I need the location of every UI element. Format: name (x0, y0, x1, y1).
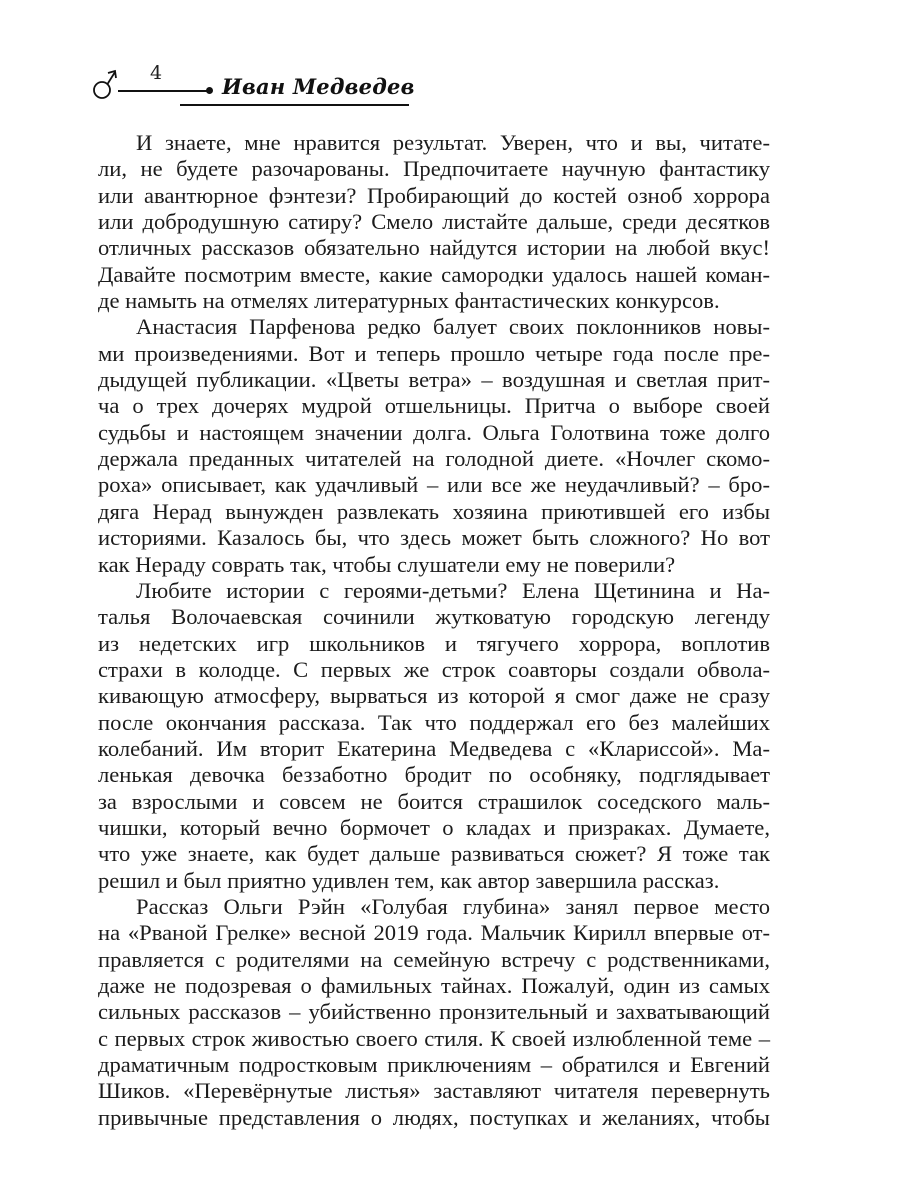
running-head (92, 62, 422, 112)
text-line: привычные представления о людях, поступках и желаниях, чтобы (98, 1104, 770, 1130)
text-line: судьбы и настоящем значении долга. Ольга Голотвина тоже долго (98, 419, 770, 445)
paragraph (98, 894, 770, 1131)
text-line: ми произведениями. Вот и теперь прошло четыре года после пре- (98, 340, 770, 366)
running-head-author: Иван Медведев (222, 74, 415, 99)
text-line: даже не подозревая о фамильных тайнах. Пожалуй, один из самых (98, 973, 770, 998)
text-line: Любите истории с героями-детьми? Елена Щетинина и На- (136, 577, 770, 603)
header-dot (206, 87, 213, 94)
text-line: что уже знаете, как будет дальше развиваться сюжет? Я тоже так (98, 841, 770, 867)
text-line: дыдущей публикации. «Цветы ветра» – воздушная и светлая прит- (98, 367, 770, 393)
text-line: драматичным подростковым приключениям – обратился и Евгений (98, 1052, 770, 1078)
text-line: историями. Казалось бы, что здесь может быть сложного? Но вот (98, 525, 770, 551)
text-line: Рассказ Ольги Рэйн «Голубая глубина» занял первое место (136, 893, 770, 919)
text-line: дяга Нерад вынужден развлекать хозяина приютившей его избы (98, 498, 770, 524)
header-rule-long (180, 104, 409, 106)
text-line: ленькая девочка беззаботно бродит по особняку, подглядывает (98, 762, 770, 788)
text-line: де намыть на отмелях литературных фантастических конкурсов. (98, 288, 720, 314)
text-line: чишки, который вечно бормочет о кладах и призраках. Думаете, (98, 814, 770, 840)
text-line: Шиков. «Перевёрнутые листья» заставляют читателя перевернуть (98, 1078, 770, 1104)
text-line: талья Волочаевская сочинили жутковатую городскую легенду (98, 604, 770, 630)
text-line: Давайте посмотрим вместе, какие самородки удалось нашей коман- (98, 261, 770, 287)
text-line: после окончания рассказа. Так что поддержал его без малейших (98, 709, 770, 735)
male-symbol-icon (92, 68, 118, 100)
page-number: 4 (150, 62, 163, 84)
text-line: И знаете, мне нравится результат. Уверен, что и вы, читате- (136, 130, 770, 155)
text-line: страхи в колодце. С первых же строк соавторы создали обвола- (98, 656, 770, 682)
text-line: сильных рассказов – убийственно пронзительный и захватывающий (98, 999, 770, 1025)
text-line: как Нераду соврать так, чтобы слушатели ему не поверили? (98, 551, 676, 577)
text-line: отличных рассказов обязательно найдутся истории на любой вкус! (98, 235, 770, 261)
text-line: ли, не будете разочарованы. Предпочитаете научную фантастику (98, 156, 770, 182)
text-line: из недетских игр школьников и тягучего хоррора, воплотив (98, 630, 770, 656)
text-line: решил и был приятно удивлен тем, как автор завершила рассказ. (98, 867, 720, 893)
text-line: или добродушную сатиру? Смело листайте дальше, среди десятков (98, 209, 770, 235)
text-line: на «Рваной Грелке» весной 2019 года. Мальчик Кирилл впервые от- (98, 920, 770, 946)
text-line: с первых строк живостью своего стиля. К своей излюбленной теме – (98, 1025, 770, 1051)
paragraph (98, 130, 770, 314)
text-line: роха» описывает, как удачливый – или все же неудачливый? – бро- (98, 472, 770, 498)
text-line: или авантюрное фэнтези? Пробирающий до костей озноб хоррора (98, 182, 770, 208)
text-line: держала преданных читателей на голодной диете. «Ночлег скомо- (98, 446, 770, 472)
text-line: колебаний. Им вторит Екатерина Медведева с «Клариссой». Ма- (98, 735, 770, 761)
paragraph (98, 314, 770, 577)
text-line: Анастасия Парфенова редко балует своих поклонников новы- (136, 314, 770, 340)
paragraph (98, 578, 770, 894)
text-line: правляется с родителями на семейную встречу с родственниками, (98, 946, 770, 972)
text-line: кивающую атмосферу, вырваться из которой я смог даже не сразу (98, 683, 770, 709)
header-rule-short (118, 90, 208, 92)
text-line: за взрослыми и совсем не боится страшилок соседского маль- (98, 788, 770, 814)
text-line: ча о трех дочерях мудрой отшельницы. Притча о выборе своей (98, 393, 770, 419)
body-text (98, 130, 770, 1131)
